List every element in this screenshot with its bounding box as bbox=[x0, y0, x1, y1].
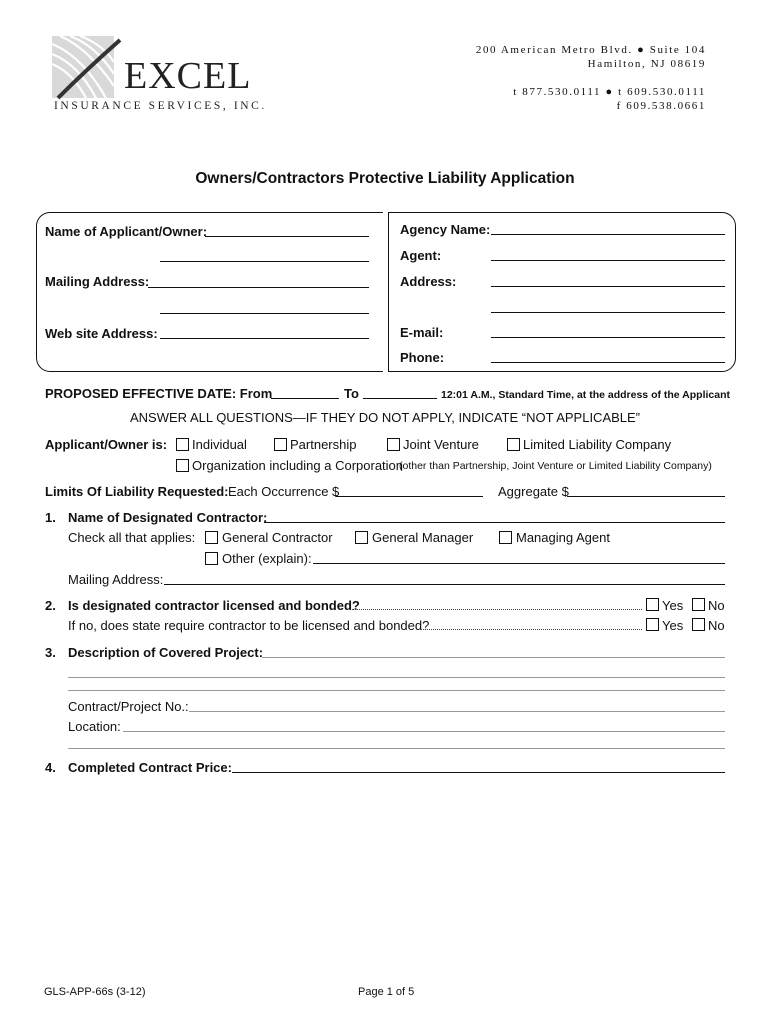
individual-label: Individual bbox=[192, 437, 247, 452]
instruction-text: ANSWER ALL QUESTIONS—IF THEY DO NOT APPLY, INDICATE “NOT APPLICABLE” bbox=[129, 410, 641, 425]
general-manager-label: General Manager bbox=[372, 530, 474, 545]
effective-date-suffix: 12:01 A.M., Standard Time, at the address of the Applicant bbox=[441, 389, 731, 401]
phone-label: Phone: bbox=[400, 350, 445, 365]
q4-label: Completed Contract Price: bbox=[68, 760, 232, 775]
effective-date-label: PROPOSED EFFECTIVE DATE: From bbox=[45, 386, 273, 401]
q2-dot-leader bbox=[352, 609, 642, 610]
location-field-2[interactable] bbox=[68, 748, 725, 749]
general-manager-checkbox[interactable] bbox=[355, 531, 368, 544]
organization-note: (other than Partnership, Joint Venture or Limited Liability Company) bbox=[399, 460, 712, 472]
project-description-field-3[interactable] bbox=[68, 690, 725, 691]
q1-mailing-field[interactable] bbox=[164, 584, 725, 585]
aggregate-label: Aggregate $ bbox=[498, 484, 569, 499]
agent-label: Agent: bbox=[400, 248, 442, 263]
llc-checkbox[interactable] bbox=[507, 438, 520, 451]
contract-price-field[interactable] bbox=[232, 772, 725, 773]
contract-no-label: Contract/Project No.: bbox=[68, 699, 189, 714]
designated-contractor-field[interactable] bbox=[264, 522, 725, 523]
effective-date-to-label: To bbox=[344, 386, 359, 401]
joint-venture-label: Joint Venture bbox=[403, 437, 479, 452]
q2-sub-yes-checkbox[interactable] bbox=[646, 618, 659, 631]
location-label: Location: bbox=[68, 719, 121, 734]
project-description-field-2[interactable] bbox=[68, 677, 725, 678]
page-number: Page 1 of 5 bbox=[358, 986, 415, 998]
managing-agent-label: Managing Agent bbox=[516, 530, 610, 545]
email-field[interactable] bbox=[491, 337, 725, 338]
company-name: EXCEL bbox=[124, 55, 252, 97]
agent-field[interactable] bbox=[491, 260, 725, 261]
q2-no-label: No bbox=[708, 598, 725, 613]
q2-sub-no-label: No bbox=[708, 618, 725, 633]
company-address-line1: 200 American Metro Blvd. ● Suite 104 bbox=[475, 44, 706, 56]
company-fax-line: f 609.538.0661 bbox=[616, 100, 706, 112]
mailing-address-field-2[interactable] bbox=[160, 313, 369, 314]
q4-number: 4. bbox=[45, 760, 56, 775]
aggregate-field[interactable] bbox=[567, 496, 725, 497]
company-subtitle: INSURANCE SERVICES, INC. bbox=[54, 100, 267, 112]
q2-sub-yes-label: Yes bbox=[662, 618, 684, 633]
box-divider bbox=[388, 212, 389, 370]
other-checkbox[interactable] bbox=[205, 552, 218, 565]
effective-date-from-field[interactable] bbox=[271, 398, 339, 399]
check-all-label: Check all that applies: bbox=[68, 530, 196, 545]
applicant-name-label: Name of Applicant/Owner: bbox=[45, 224, 208, 239]
project-description-field[interactable] bbox=[262, 657, 725, 658]
applicant-name-field[interactable] bbox=[205, 236, 369, 237]
agency-address-label: Address: bbox=[400, 274, 457, 289]
limits-label: Limits Of Liability Requested: bbox=[45, 484, 229, 499]
organization-checkbox[interactable] bbox=[176, 459, 189, 472]
general-contractor-checkbox[interactable] bbox=[205, 531, 218, 544]
phone-field[interactable] bbox=[491, 362, 725, 363]
page-title: Owners/Contractors Protective Liability Application bbox=[195, 170, 575, 187]
joint-venture-checkbox[interactable] bbox=[387, 438, 400, 451]
q1-number: 1. bbox=[45, 510, 56, 525]
company-logo bbox=[52, 36, 122, 100]
logo-emblem-icon bbox=[52, 36, 122, 100]
q2-sub-label: If no, does state require contractor to be licensed and bonded? bbox=[68, 618, 430, 633]
mailing-address-field[interactable] bbox=[148, 287, 369, 288]
agency-address-field-2[interactable] bbox=[491, 312, 725, 313]
email-label: E-mail: bbox=[400, 325, 444, 340]
location-field[interactable] bbox=[123, 731, 725, 732]
effective-date-to-field[interactable] bbox=[363, 398, 437, 399]
q1-label: Name of Designated Contractor: bbox=[68, 510, 268, 525]
q2-yes-checkbox[interactable] bbox=[646, 598, 659, 611]
general-contractor-label: General Contractor bbox=[222, 530, 333, 545]
agency-name-label: Agency Name: bbox=[400, 222, 491, 237]
form-id: GLS-APP-66s (3-12) bbox=[44, 986, 146, 998]
applicant-is-label: Applicant/Owner is: bbox=[45, 437, 168, 452]
q3-label: Description of Covered Project: bbox=[68, 645, 264, 660]
q2-label: Is designated contractor licensed and bonded? bbox=[68, 598, 360, 613]
company-address-line2: Hamilton, NJ 08619 bbox=[587, 58, 706, 70]
q2-sub-no-checkbox[interactable] bbox=[692, 618, 705, 631]
organization-label: Organization including a Corporation bbox=[192, 458, 404, 473]
other-explain-field[interactable] bbox=[313, 563, 725, 564]
q2-no-checkbox[interactable] bbox=[692, 598, 705, 611]
applicant-name-field-2[interactable] bbox=[160, 261, 369, 262]
partnership-checkbox[interactable] bbox=[274, 438, 287, 451]
managing-agent-checkbox[interactable] bbox=[499, 531, 512, 544]
website-address-label: Web site Address: bbox=[45, 326, 158, 341]
q3-number: 3. bbox=[45, 645, 56, 660]
other-label: Other (explain): bbox=[222, 551, 312, 566]
each-occurrence-field[interactable] bbox=[336, 496, 483, 497]
agency-name-field[interactable] bbox=[491, 234, 725, 235]
partnership-label: Partnership bbox=[290, 437, 357, 452]
company-phone-line: t 877.530.0111 ● t 609.530.0111 bbox=[513, 86, 706, 98]
q2-sub-dot-leader bbox=[420, 629, 642, 630]
llc-label: Limited Liability Company bbox=[523, 437, 672, 452]
website-address-field[interactable] bbox=[160, 338, 369, 339]
individual-checkbox[interactable] bbox=[176, 438, 189, 451]
mailing-address-label: Mailing Address: bbox=[45, 274, 150, 289]
q2-yes-label: Yes bbox=[662, 598, 684, 613]
contract-no-field[interactable] bbox=[189, 711, 725, 712]
each-occurrence-label: Each Occurrence $ bbox=[228, 484, 340, 499]
q1-mailing-label: Mailing Address: bbox=[68, 572, 164, 587]
q2-number: 2. bbox=[45, 598, 56, 613]
agency-address-field[interactable] bbox=[491, 286, 725, 287]
